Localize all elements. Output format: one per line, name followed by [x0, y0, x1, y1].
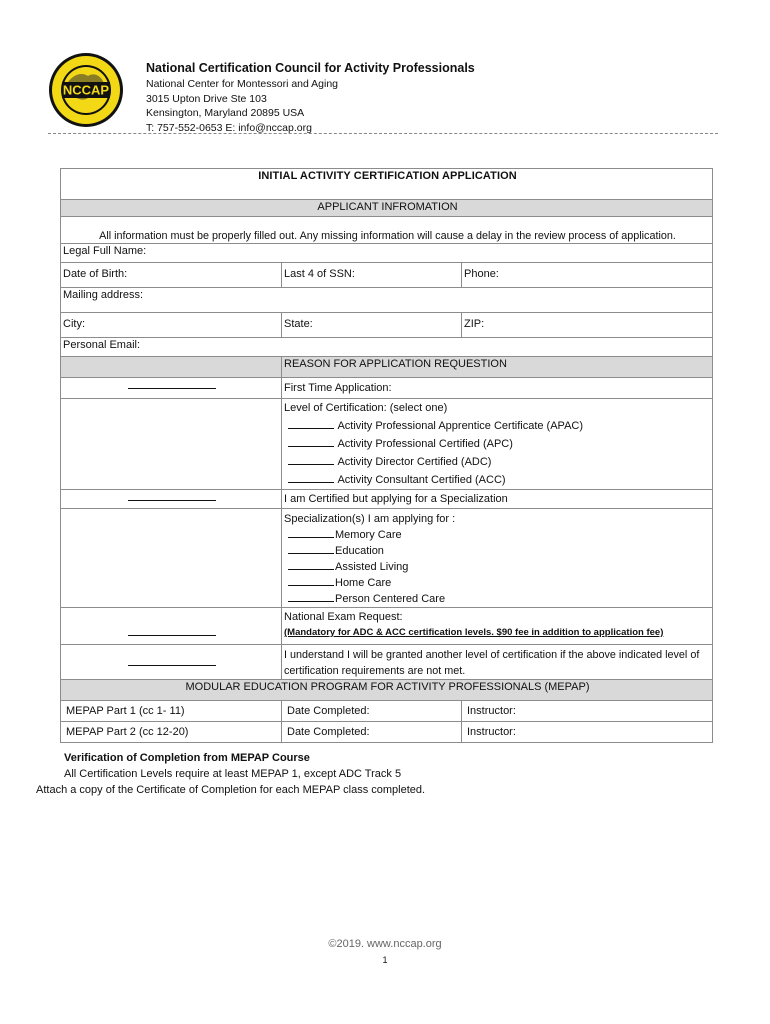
header-divider: [48, 133, 718, 134]
mepap-part-2-date[interactable]: Date Completed:: [282, 722, 462, 743]
address-line-2: Kensington, Maryland 20895 USA: [146, 107, 305, 119]
zip-label: ZIP:: [464, 318, 485, 330]
specialization-list: [282, 509, 713, 608]
specialization-label: I am Certified but applying for a Specialization: [282, 490, 713, 509]
page-number: 1: [382, 955, 388, 965]
level-option-acc[interactable]: Activity Consultant Certified (ACC): [284, 471, 712, 489]
dob-label: Date of Birth:: [63, 268, 128, 280]
exam-note: (Mandatory for ADC & ACC certification levels. $90 fee in addition to application fee): [284, 627, 664, 638]
reason-band: REASON FOR APPLICATION REQUESTION: [282, 357, 713, 378]
mepap-part-2-label: MEPAP Part 2 (cc 12-20): [61, 722, 282, 743]
email-field[interactable]: [61, 338, 713, 357]
phone-label: Phone:: [464, 268, 499, 280]
mepap-part-1-instructor[interactable]: Instructor:: [462, 701, 713, 722]
instruction-text: All information must be properly filled out. Any missing information will cause a delay in the review process of application.: [61, 229, 713, 244]
verify-line-1: All Certification Levels require at least MEPAP 1, except ADC Track 5: [64, 768, 402, 780]
understand-statement: I understand I will be granted another level of certification if the above indicated level of certification requirements are not met.: [282, 645, 713, 680]
address-line-1: 3015 Upton Drive Ste 103: [146, 92, 267, 105]
city-label: City:: [63, 318, 85, 330]
mepap-part-1-date[interactable]: Date Completed:: [282, 701, 462, 722]
verify-line-2: Attach a copy of the Certificate of Completion for each MEPAP class completed.: [36, 784, 426, 796]
sub-org: National Center for Montessori and Aging: [146, 78, 339, 90]
org-header: [146, 60, 475, 135]
logo-wordmark: NCCAP: [62, 82, 110, 98]
dob-field[interactable]: [61, 263, 282, 288]
spec-heading: Specialization(s) I am applying for :: [284, 513, 456, 525]
nccap-logo: [48, 52, 124, 128]
exam-request-checkbox-line[interactable]: [61, 608, 282, 645]
state-label: State:: [284, 318, 313, 330]
application-form: [60, 168, 713, 743]
phone-field[interactable]: [462, 263, 713, 288]
level-heading: Level of Certification: (select one): [284, 402, 448, 414]
form-title: INITIAL ACTIVITY CERTIFICATION APPLICATION: [61, 169, 713, 200]
state-field[interactable]: [282, 313, 462, 338]
contact-line: T: 757-552-0653 E: info@nccap.org: [146, 121, 312, 134]
spec-option-assisted-living[interactable]: Assisted Living: [284, 559, 712, 575]
level-option-apac[interactable]: Activity Professional Apprentice Certificate (APAC): [284, 417, 712, 435]
legal-name-field[interactable]: [61, 244, 713, 263]
mepap-band: MODULAR EDUCATION PROGRAM FOR ACTIVITY PROFESSIONALS (MEPAP): [61, 680, 713, 701]
ssn-label: Last 4 of SSN:: [284, 268, 355, 280]
org-name: National Certification Council for Activity Professionals: [146, 61, 475, 75]
spec-option-home-care[interactable]: Home Care: [284, 575, 712, 591]
understand-checkbox-line[interactable]: [61, 645, 282, 680]
specialization-checkbox-line[interactable]: [61, 490, 282, 509]
copyright: ©2019. www.nccap.org: [328, 938, 442, 950]
mailing-label: Mailing address:: [63, 289, 144, 301]
email-label: Personal Email:: [63, 339, 141, 351]
spec-option-person-centered[interactable]: Person Centered Care: [284, 591, 712, 607]
mailing-address-field[interactable]: [61, 288, 713, 313]
level-of-certification: [282, 399, 713, 490]
level-option-adc[interactable]: Activity Director Certified (ADC): [284, 453, 712, 471]
legal-name-label: Legal Full Name:: [63, 245, 147, 257]
ssn-field[interactable]: [282, 263, 462, 288]
city-field[interactable]: [61, 313, 282, 338]
zip-field[interactable]: [462, 313, 713, 338]
first-time-checkbox-line[interactable]: [61, 378, 282, 399]
mepap-part-1-label: MEPAP Part 1 (cc 1- 11): [61, 701, 282, 722]
spec-option-memory-care[interactable]: Memory Care: [284, 527, 712, 543]
first-time-label: First Time Application:: [282, 378, 713, 399]
verification-block: [36, 750, 425, 798]
spec-option-education[interactable]: Education: [284, 543, 712, 559]
verify-heading: Verification of Completion from MEPAP Course: [64, 752, 310, 764]
level-option-apc[interactable]: Activity Professional Certified (APC): [284, 435, 712, 453]
mepap-part-2-instructor[interactable]: Instructor:: [462, 722, 713, 743]
exam-request-label: National Exam Request:: [284, 611, 403, 623]
applicant-info-band: APPLICANT INFROMATION: [61, 200, 713, 217]
